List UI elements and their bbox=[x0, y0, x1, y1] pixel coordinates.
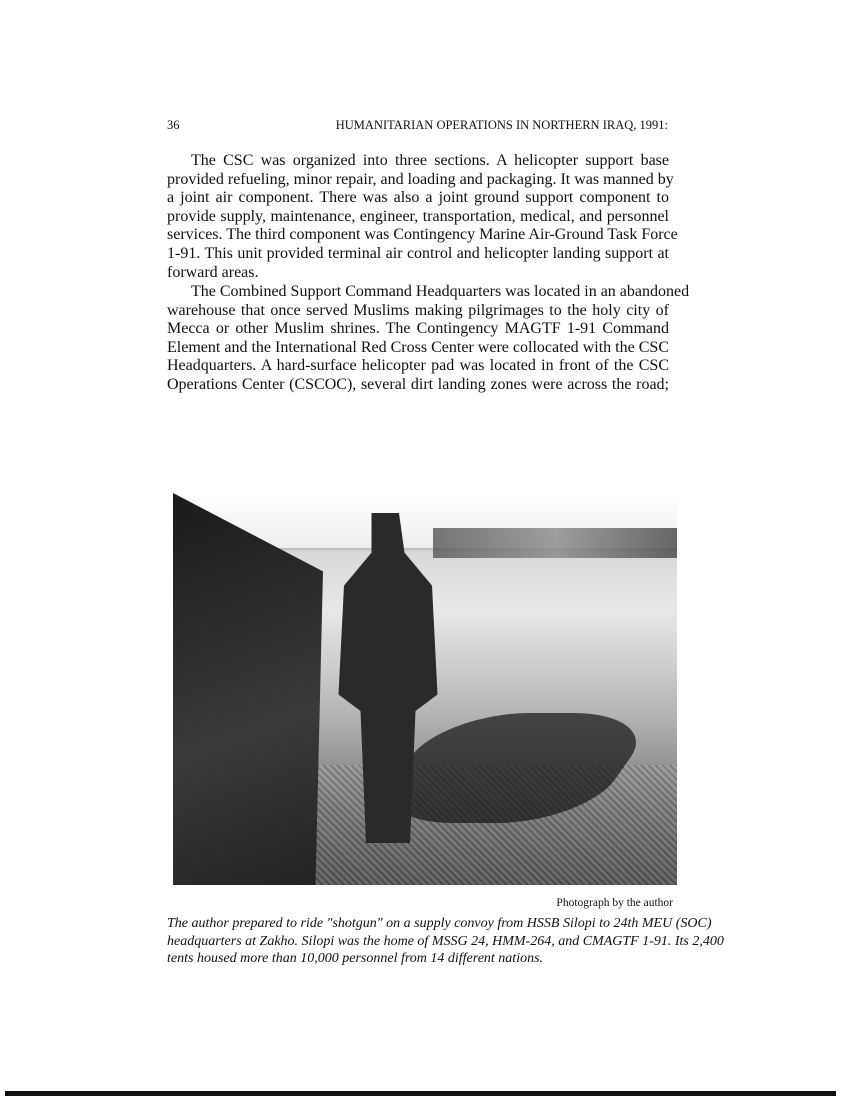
text-line: The Combined Support Command Headquarters was located in an abandoned bbox=[191, 283, 690, 300]
bottom-rule bbox=[5, 1091, 836, 1096]
photo-background-vehicles bbox=[433, 528, 677, 558]
text-line: Mecca or other Muslim shrines. The Contingency MAGTF 1-91 Command bbox=[167, 320, 669, 338]
caption-line: The author prepared to ride "shotgun" on a supply convoy from HSSB Silopi to 24th MEU (SOC) bbox=[167, 916, 712, 931]
text-line: provide supply, maintenance, engineer, transportation, medical, and personnel bbox=[167, 207, 669, 225]
text-line: Element and the International Red Cross Center were collocated with the CSC bbox=[167, 338, 669, 356]
text-line: forward areas. bbox=[167, 263, 259, 281]
text-line: Headquarters. A hard-surface helicopter pad was located in front of the CSC bbox=[167, 357, 669, 375]
caption-line: headquarters at Zakho. Silopi was the home of MSSG 24, HMM-264, and CMAGTF 1-91. Its 2,400 bbox=[167, 933, 724, 949]
running-head: HUMANITARIAN OPERATIONS IN NORTHERN IRAQ, 1991: bbox=[335, 118, 668, 132]
figure-caption bbox=[167, 915, 724, 968]
text-line: Operations Center (CSCOC), several dirt landing zones were across the road; bbox=[167, 375, 669, 393]
text-line: The CSC was organized into three sections. A helicopter support base bbox=[191, 152, 669, 169]
paragraph-2 bbox=[167, 283, 690, 395]
caption-line: tents housed more than 10,000 personnel from 14 different nations. bbox=[167, 951, 544, 966]
photo-credit: Photograph by the author bbox=[556, 897, 673, 909]
text-line: services. The third component was Contingency Marine Air-Ground Task Force bbox=[167, 226, 678, 244]
paragraph-1 bbox=[167, 152, 678, 282]
text-line: a joint air component. There was also a joint ground support component to bbox=[167, 189, 669, 207]
text-line: 1-91. This unit provided terminal air control and helicopter landing support at bbox=[167, 244, 669, 262]
text-line: provided refueling, minor repair, and loading and packaging. It was manned by bbox=[167, 170, 674, 188]
photo-tent bbox=[173, 493, 323, 885]
photograph bbox=[173, 493, 677, 885]
text-line: warehouse that once served Muslims making pilgrimages to the holy city of bbox=[167, 301, 669, 319]
page-number: 36 bbox=[167, 118, 180, 132]
